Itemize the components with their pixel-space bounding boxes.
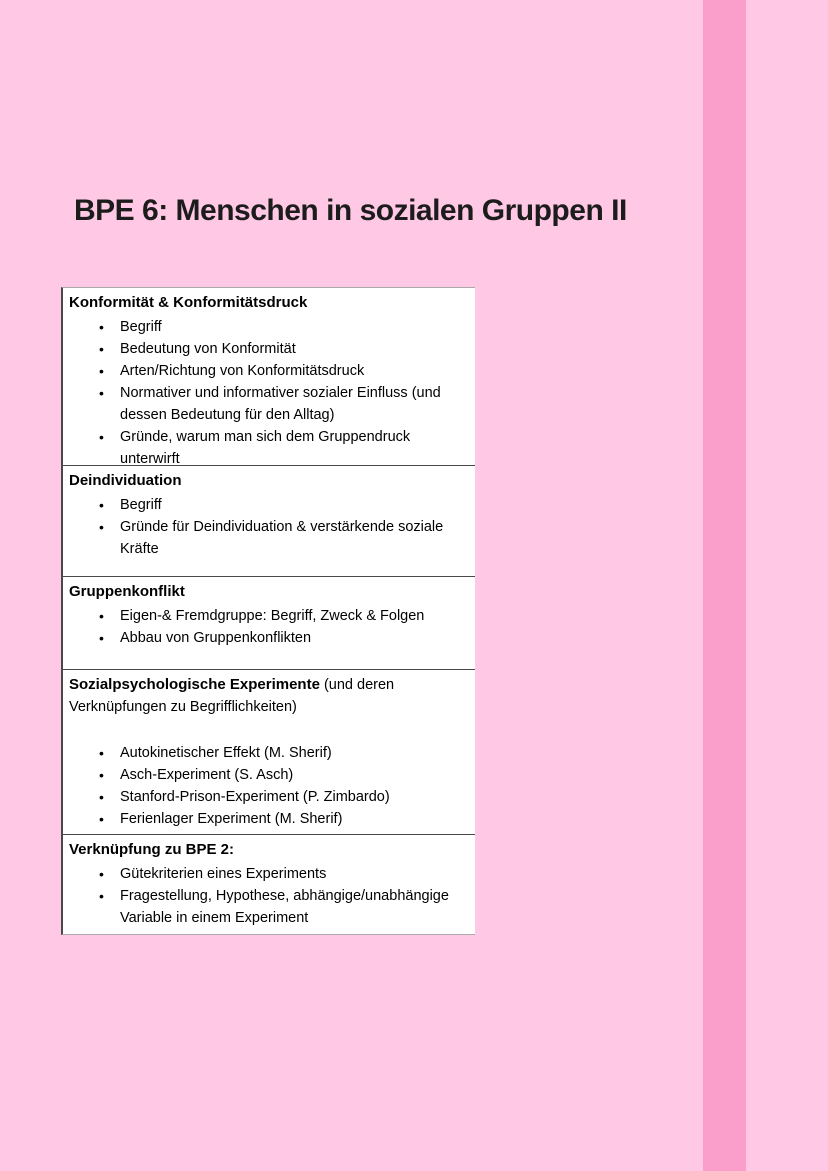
right-accent-stripe	[703, 0, 746, 1171]
topic-item	[99, 764, 467, 786]
section-heading-suffix: (und deren Verknüpfungen zu Begrifflichkeiten)	[69, 677, 395, 715]
outline-section	[63, 669, 475, 834]
bullet-icon: •	[99, 341, 104, 357]
bullet-icon: •	[99, 319, 104, 335]
outline-section	[63, 834, 475, 934]
bullet-icon: •	[99, 811, 104, 827]
section-topic-list	[69, 742, 467, 830]
topic-item-text: Abbau von Gruppenkonflikten	[120, 630, 312, 646]
topic-item-text: Bedeutung von Konformität	[120, 341, 296, 357]
topic-item-text: Fragestellung, Hypothese, abhängige/unabhängige Variable in einem Experiment	[120, 888, 449, 926]
topic-item	[99, 338, 467, 360]
bullet-icon: •	[99, 866, 104, 882]
topic-item-text: Begriff	[120, 319, 162, 335]
topic-item	[99, 808, 467, 830]
bullet-icon: •	[99, 745, 104, 761]
topic-item-text: Begriff	[120, 497, 162, 513]
bullet-icon: •	[99, 608, 104, 624]
outline-section	[63, 288, 475, 465]
section-topic-list	[69, 605, 467, 649]
page-title: BPE 6: Menschen in sozialen Gruppen II	[74, 194, 627, 227]
section-heading: Konformität & Konformitätsdruck	[69, 294, 308, 311]
bullet-icon: •	[99, 767, 104, 783]
topic-item	[99, 516, 467, 560]
topic-item-text: Gründe für Deindividuation & verstärkende soziale Kräfte	[120, 519, 444, 557]
topic-item	[99, 863, 467, 885]
bullet-icon: •	[99, 888, 104, 904]
topic-item	[99, 786, 467, 808]
topic-item	[99, 316, 467, 338]
section-heading: Verknüpfung zu BPE 2:	[69, 841, 235, 858]
outline-section	[63, 576, 475, 669]
section-heading: Sozialpsychologische Experimente	[69, 676, 320, 693]
bullet-icon: •	[99, 519, 104, 535]
topic-item-text: Eigen-& Fremdgruppe: Begriff, Zweck & Folgen	[120, 608, 425, 624]
topic-item-text: Arten/Richtung von Konformitätsdruck	[120, 363, 365, 379]
topic-item	[99, 494, 467, 516]
section-topic-list	[69, 494, 467, 560]
section-topic-list	[69, 863, 467, 929]
topic-item-text: Normativer und informativer sozialer Einfluss (und dessen Bedeutung für den Alltag)	[120, 385, 441, 423]
topic-item	[99, 605, 467, 627]
section-topic-list	[69, 316, 467, 465]
topic-item	[99, 426, 467, 465]
topic-item	[99, 885, 467, 929]
topic-item-text: Gütekriterien eines Experiments	[120, 866, 327, 882]
topic-item-text: Asch-Experiment (S. Asch)	[120, 767, 294, 783]
topic-item-text: Stanford-Prison-Experiment (P. Zimbardo)	[120, 789, 390, 805]
topics-table	[61, 287, 475, 935]
outline-section	[63, 465, 475, 576]
topic-item	[99, 360, 467, 382]
topic-item	[99, 382, 467, 426]
bullet-icon: •	[99, 789, 104, 805]
bullet-icon: •	[99, 497, 104, 513]
section-heading: Deindividuation	[69, 472, 182, 489]
topic-item	[99, 627, 467, 649]
topic-item-text: Autokinetischer Effekt (M. Sherif)	[120, 745, 332, 761]
topic-item-text: Gründe, warum man sich dem Gruppendruck unterwirft	[120, 429, 411, 465]
topic-item	[99, 742, 467, 764]
topic-item-text: Ferienlager Experiment (M. Sherif)	[120, 811, 343, 827]
bullet-icon: •	[99, 385, 104, 401]
bullet-icon: •	[99, 630, 104, 646]
bullet-icon: •	[99, 429, 104, 445]
section-heading: Gruppenkonflikt	[69, 583, 185, 600]
bullet-icon: •	[99, 363, 104, 379]
